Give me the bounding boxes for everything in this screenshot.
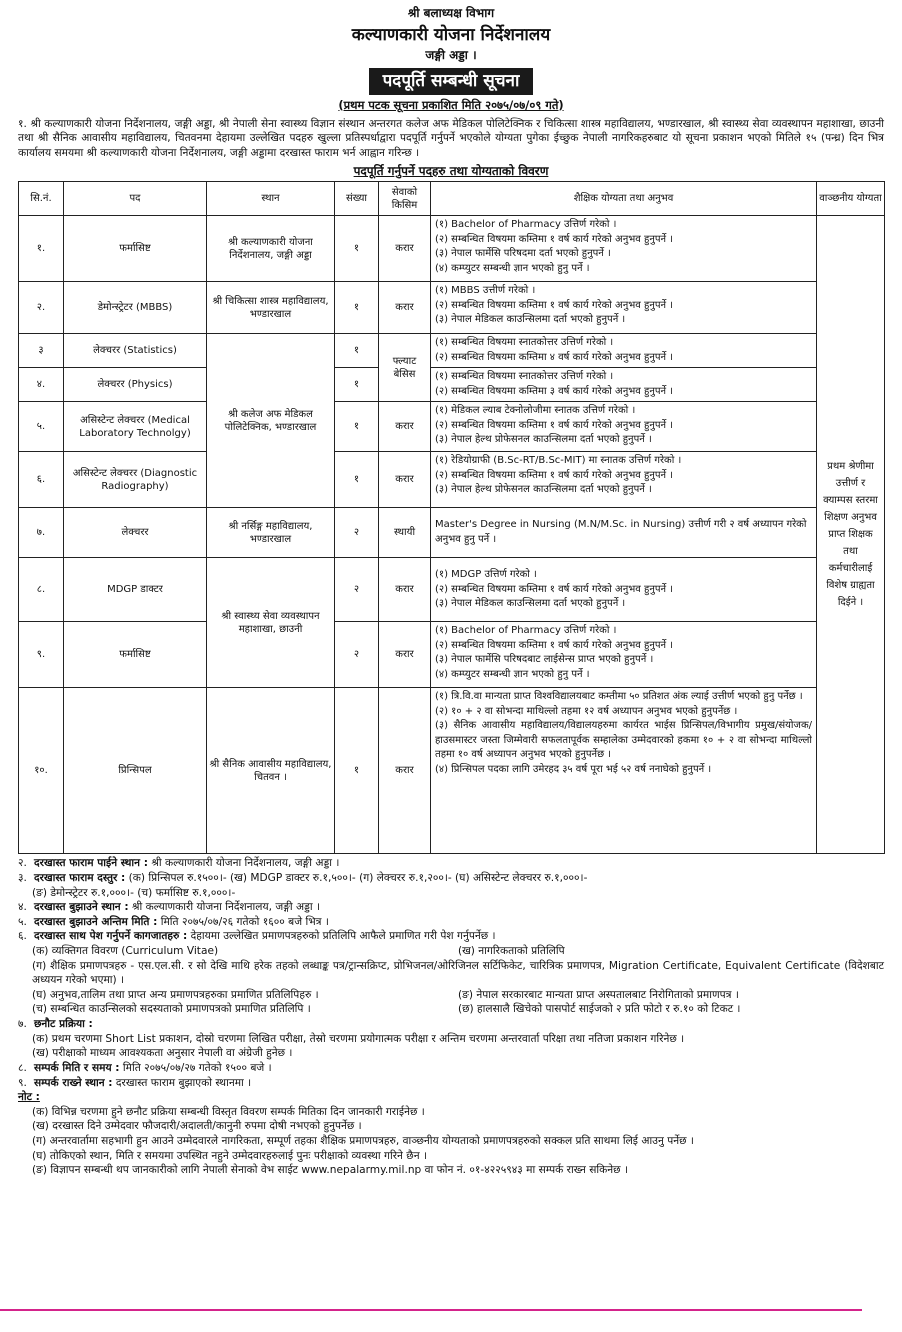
section-label: दरखास्त बुझाउने अन्तिम मिति : xyxy=(34,915,158,928)
section-number: ८. xyxy=(18,1061,27,1074)
cell-sn: ६. xyxy=(19,452,64,508)
qual-line: (४) कम्प्युटर सम्बन्धी ज्ञान भएको हुनु पर्ने । xyxy=(435,668,590,680)
qual-line: (२) सम्बन्धित विषयमा कम्तिमा १ वर्ष कार्य गरेको अनुभव हुनुपर्ने । xyxy=(435,469,674,481)
doc-item: (च) सम्बन्धित काउन्सिलको सदस्यताको प्रमाणपत्रको प्रमाणित प्रतिलिपि । xyxy=(32,1003,311,1016)
qual-line: (१) सम्बन्धित विषयमा स्नातकोत्तर उत्तिर्ण गरेको । xyxy=(435,371,614,383)
notice-title: पदपूर्ति सम्बन्धी सूचना xyxy=(369,68,534,94)
cell-type: स्थायी xyxy=(379,508,431,558)
section-8 xyxy=(18,1061,884,1076)
qual-line: (३) नेपाल हेल्थ प्रोफेसनल काउन्सिलमा दर्ता भएको हुनुपर्ने । xyxy=(435,434,652,446)
selection-item: (क) प्रथम चरणमा Short List प्रकाशन, दोस्रो चरणमा लिखित परीक्षा, तेस्रो चरणमा प्रयोगात्मक परीक्षा र अन्तिम चरणमा अन्तरवार्ता परिक्षा तथा नतिजा प्रकाशन गरिनेछ । xyxy=(32,1032,685,1045)
publish-date-line: (प्रथम पटक सूचना प्रकाशित मिति २०७५/०७/०९ गते) xyxy=(338,97,564,112)
section-number: ४. xyxy=(18,901,27,914)
section-number: ३. xyxy=(18,871,27,884)
cell-sn: १०. xyxy=(19,688,64,854)
cell-qual xyxy=(431,452,817,508)
qual-line: (१) Bachelor of Pharmacy उत्तिर्ण गरेको । xyxy=(435,625,617,637)
table-row xyxy=(19,622,885,688)
location-name: जङ्गी अड्डा । xyxy=(425,48,477,63)
cell-place-merged: श्री स्वास्थ्य सेवा व्यवस्थापन महाशाखा, छाउनी xyxy=(207,558,335,688)
section-label: सम्पर्क मिति र समय : xyxy=(34,1061,120,1074)
section-text: देहायमा उल्लेखित प्रमाणपत्रहरुको प्रतिलिपि आफैले प्रमाणित गरी पेश गर्नुपर्नेछ । xyxy=(190,930,496,943)
col-post: पद xyxy=(64,182,207,216)
cell-type: करार xyxy=(379,452,431,508)
section-7 xyxy=(18,1017,884,1032)
section-4 xyxy=(18,900,884,915)
cell-qual xyxy=(431,216,817,282)
notice-page xyxy=(18,6,884,1178)
doc-item: (छ) हालसालै खिचेको पासपोर्ट साईजको २ प्रति फोटो र रु.१० को टिकट । xyxy=(458,1003,741,1016)
cell-sn: ९. xyxy=(19,622,64,688)
col-qual: शैक्षिक योग्यता तथा अनुभव xyxy=(431,182,817,216)
col-pref: वाञ्छनीय योग्यता xyxy=(817,182,885,216)
qual-line: (१) सम्बन्धित विषयमा स्नातकोत्तर उत्तिर्ण गरेको । xyxy=(435,337,614,349)
cell-place-merged: श्री कलेज अफ मेडिकल पोलिटेक्निक, भण्डारखाल xyxy=(207,334,335,508)
note-item: (ग) अन्तरवार्तामा सहभागी हुन आउने उम्मेदवारले नागरिकता, सम्पूर्ण तहका शैक्षिक प्रमाणपत्रहरु, वाञ्छनीय योग्यताको प्रमाणपत्रहरुको सक्कल प्रति साथमा लिई आउनु पर्नेछ । xyxy=(32,1134,694,1147)
table-row xyxy=(19,282,885,334)
cell-qual xyxy=(431,558,817,622)
section-3-line-2: (ङ) डेमोन्स्ट्रेटर रु.१,०००।- (च) फर्मासिष्ट रु.१,०००।- xyxy=(32,886,236,899)
cell-count: २ xyxy=(335,508,379,558)
section-number: ९. xyxy=(18,1076,27,1089)
table-row xyxy=(19,334,885,368)
table-row xyxy=(19,558,885,622)
cell-qual xyxy=(431,402,817,452)
section-text: दरखास्त फाराम बुझाएको स्थानमा । xyxy=(115,1076,252,1089)
cell-qual xyxy=(431,688,817,854)
qual-line: (४) प्रिन्सिपल पदका लागि उमेरहद ३५ वर्ष पूरा भई ५२ वर्ष ननाघेको हुनुपर्ने । xyxy=(435,763,712,775)
table-row xyxy=(19,402,885,452)
cell-post: डेमोन्स्ट्रेटर (MBBS) xyxy=(64,282,207,334)
qual-line: (१) त्रि.वि.वा मान्यता प्राप्त विश्वविद्यालयबाट कम्तीमा ५० प्रतिशत अंक ल्याई उत्तीर्ण भएको हुनु पर्नेछ । xyxy=(435,691,803,703)
section-number: २. xyxy=(18,857,27,870)
section-label: सम्पर्क राख्ने स्थान : xyxy=(34,1076,113,1089)
section-3 xyxy=(18,871,884,886)
cell-preference: प्रथम श्रेणीमा उत्तीर्ण र क्याम्पस स्तरमा शिक्षण अनुभव प्राप्त शिक्षक तथा कर्मचारीलाई विशेष ग्राह्यता दिईने । xyxy=(817,216,885,854)
cell-qual xyxy=(431,334,817,368)
table-row xyxy=(19,368,885,402)
cell-post: असिस्टेन्ट लेक्चरर (Diagnostic Radiography) xyxy=(64,452,207,508)
header xyxy=(18,6,884,64)
note-item: (क) विभिन्न चरणमा हुने छनौट प्रक्रिया सम्बन्धी विस्तृत विवरण सम्पर्क मितिका दिन जानकारी गराईनेछ । xyxy=(32,1105,425,1118)
qual-line: (१) MBBS उत्तीर्ण गरेको । xyxy=(435,285,536,297)
qual-line: (३) नेपाल हेल्थ प्रोफेसनल काउन्सिलमा दर्ता भएको हुनुपर्ने । xyxy=(435,484,652,496)
cell-type: करार xyxy=(379,402,431,452)
section-text: श्री कल्याणकारी योजना निर्देशनालय, जङ्गी अड्डा । xyxy=(151,857,340,870)
cell-qual xyxy=(431,368,817,402)
footer-rule xyxy=(0,1309,862,1311)
details-sections xyxy=(18,856,884,1177)
cell-count: १ xyxy=(335,334,379,368)
section-5 xyxy=(18,915,884,930)
qual-line: (१) मेडिकल ल्याब टेक्नोलोजीमा स्नातक उत्तिर्ण गरेको । xyxy=(435,405,636,417)
qual-line: (१) रेडियोग्राफी (B.Sc-RT/B.Sc-MIT) मा स्नातक उत्तिर्ण गरेको । xyxy=(435,455,682,467)
section-label: दरखास्त साथ पेश गर्नुपर्ने कागजातहरु : xyxy=(34,930,188,943)
col-sn: सि.नं. xyxy=(19,182,64,216)
section-text: मिति २०७५/०७/२७ गतेको १५०० बजे । xyxy=(122,1061,272,1074)
qual-line: (४) कम्प्युटर सम्बन्धी ज्ञान भएको हुनु पर्ने । xyxy=(435,262,590,274)
qual-line: (३) नेपाल मेडिकल काउन्सिलमा दर्ता भएको हुनुपर्ने । xyxy=(435,598,626,610)
qual-line: (२) सम्बन्धित विषयमा कम्तिमा १ वर्ष कार्य गरेको अनुभव हुनुपर्ने । xyxy=(435,639,674,651)
cell-post: असिस्टेन्ट लेक्चरर (Medical Laboratory Technolgy) xyxy=(64,402,207,452)
cell-count: २ xyxy=(335,622,379,688)
cell-sn: ४. xyxy=(19,368,64,402)
section-label: दरखास्त बुझाउने स्थान : xyxy=(34,901,129,914)
intro-paragraph: १. श्री कल्याणकारी योजना निर्देशनालय, जङ्गी अड्डा, श्री नेपाली सेना स्वास्थ्य विज्ञान संस्थान अन्तरगत कलेज अफ मेडिकल पोलिटेक्निक र चिकित्सा शास्त्र महाविद्यालय, भण्डारखाल, श्री स्वास्थ्य सेवा व्यवस्थापन महाशाखा, छाउनी तथा श्री सैनिक आवासीय महाविद्यालय, चितवनमा देहायमा उल्लेखित पदहरु खुल्ला प्रतिस्पर्धाद्वारा पदपूर्ति गर्नुपर्ने भएकोले योग्यता पुगेका ईच्छुक नेपाली नागरिकहरुबाट यो सूचना प्रकाशन भएको मितिले १५ (पन्ध्र) दिन भित्र कार्यालय समयमा श्री कल्याणकारी योजना निर्देशनालय, जङ्गी अड्डामा दरखास्त फाराम भर्न आह्वान गरिन्छ । xyxy=(18,117,884,159)
cell-type: करार xyxy=(379,216,431,282)
note-heading xyxy=(18,1090,884,1105)
note-item: (घ) तोकिएको स्थान, मिति र समयमा उपस्थित नहुने उम्मेदवारहरुलाई पुनः परीक्षाको व्यवस्था गरिने छैन । xyxy=(32,1149,427,1162)
qual-line: (३) सैनिक आवासीय महाविद्यालय/विद्यालयहरुमा कार्यरत भाईस प्रिन्सिपल/विभागीय प्रमुख/संयोजक/हाउसमास्टर जस्ता जिम्मेवारी सफलतापूर्वक सम्हालेका उम्मेदवारको हकमा १० + २ वा सोभन्दा माथिल्लो तहमा १० वर्ष अध्यापन अनुभव भएको हुनुपर्नेछ । xyxy=(435,720,812,761)
section-6 xyxy=(18,929,884,944)
section-label: छनौट प्रक्रिया : xyxy=(34,1018,93,1031)
cell-count: १ xyxy=(335,688,379,854)
qual-line: (२) सम्बन्धित विषयमा कम्तिमा ३ वर्ष कार्य गरेको अनुभव हुनुपर्ने । xyxy=(435,385,674,397)
qual-line: (३) नेपाल फार्मेसि परिषदबाट लाईसेन्स प्राप्त भएको हुनुपर्ने । xyxy=(435,654,654,666)
qual-line: (२) सम्बन्धित विषयमा कम्तिमा १ वर्ष कार्य गरेको अनुभव हुनुपर्ने । xyxy=(435,583,674,595)
section-number: ५. xyxy=(18,915,27,928)
section-number: ७. xyxy=(18,1018,27,1031)
col-count: संख्या xyxy=(335,182,379,216)
cell-post: लेक्चरर (Statistics) xyxy=(64,334,207,368)
cell-place: श्री कल्याणकारी योजना निर्देशनालय, जङ्गी अड्डा xyxy=(207,216,335,282)
doc-item: (ख) नागरिकताको प्रतिलिपि xyxy=(458,945,565,958)
cell-count: १ xyxy=(335,216,379,282)
table-row xyxy=(19,452,885,508)
qual-line: (१) Bachelor of Pharmacy उत्तिर्ण गरेको । xyxy=(435,219,617,231)
doc-item: (ङ) नेपाल सरकारबाट मान्यता प्राप्त अस्पतालबाट निरोगिताको प्रमाणपत्र । xyxy=(458,988,739,1001)
qual-line: (२) सम्बन्धित विषयमा कम्तिमा १ वर्ष कार्य गरेको अनुभव हुनुपर्ने । xyxy=(435,299,674,311)
dept-name: श्री बलाध्यक्ष विभाग xyxy=(407,6,495,20)
section-9 xyxy=(18,1076,884,1091)
cell-type: करार xyxy=(379,688,431,854)
cell-count: २ xyxy=(335,558,379,622)
cell-post: प्रिन्सिपल xyxy=(64,688,207,854)
qual-line: (१) MDGP उत्तिर्ण गरेको । xyxy=(435,569,537,581)
doc-item: (घ) अनुभव,तालिम तथा प्राप्त अन्य प्रमाणपत्रहरुका प्रमाणित प्रतिलिपिहरु । xyxy=(32,988,319,1001)
qual-line: (२) सम्बन्धित विषयमा कम्तिमा १ वर्ष कार्य गरेको अनुभव हुनुपर्ने । xyxy=(435,419,674,431)
cell-type: करार xyxy=(379,282,431,334)
table-title: पदपूर्ति गर्नुपर्ने पदहरु तथा योग्यताको विवरण xyxy=(353,163,549,178)
qual-line: (३) नेपाल फार्मेसि परिषदमा दर्ता भएको हुनुपर्ने । xyxy=(435,248,611,260)
cell-count: १ xyxy=(335,368,379,402)
cell-place: श्री सैनिक आवासीय महाविद्यालय, चितवन । xyxy=(207,688,335,854)
table-row xyxy=(19,688,885,854)
qual-line: Master's Degree in Nursing (M.N/M.Sc. in Nursing) उत्तीर्ण गरी २ वर्ष अध्यापन गरेको अनुभव हुनु पर्ने । xyxy=(435,519,807,545)
table-row xyxy=(19,216,885,282)
table-row xyxy=(19,508,885,558)
cell-sn: ७. xyxy=(19,508,64,558)
cell-count: १ xyxy=(335,282,379,334)
cell-place: श्री चिकित्सा शास्त्र महाविद्यालय, भण्डारखाल xyxy=(207,282,335,334)
section-text: श्री कल्याणकारी योजना निर्देशनालय, जङ्गी अड्डा । xyxy=(132,901,320,914)
cell-qual xyxy=(431,508,817,558)
qual-line: (३) नेपाल मेडिकल काउन्सिलमा दर्ता भएको हुनुपर्ने । xyxy=(435,314,626,326)
col-type: सेवाको किसिम xyxy=(379,182,431,216)
note-item: (ख) दरखास्त दिने उम्मेदवार फौजदारी/अदालती/कानुनी रुपमा दोषी नभएको हुनुपर्नेछ । xyxy=(32,1120,362,1133)
section-number: ६. xyxy=(18,930,27,943)
cell-qual xyxy=(431,622,817,688)
vacancy-table xyxy=(18,181,885,854)
col-place: स्थान xyxy=(207,182,335,216)
note-label: नोट : xyxy=(18,1091,40,1104)
cell-post: फर्मासिष्ट xyxy=(64,622,207,688)
doc-item: (क) व्यक्तिगत विवरण (Curriculum Vitae) xyxy=(32,945,219,958)
cell-sn: १. xyxy=(19,216,64,282)
cell-count: १ xyxy=(335,402,379,452)
cell-sn: २. xyxy=(19,282,64,334)
section-text: मिति २०७५/०७/२६ गतेको १६०० बजे भित्र । xyxy=(160,915,329,928)
section-6-items-fg xyxy=(18,1002,884,1017)
note-item: (ङ) विज्ञापन सम्बन्धी थप जानकारीको लागि नेपाली सेनाको वेभ साईट www.nepalarmy.mil.np वा फोन नं. ०१-४२२५९४३ मा सम्पर्क राख्न सकिनेछ । xyxy=(32,1164,628,1177)
cell-post: लेक्चरर xyxy=(64,508,207,558)
cell-post: फर्मासिष्ट xyxy=(64,216,207,282)
cell-post: MDGP डाक्टर xyxy=(64,558,207,622)
section-6-items-de xyxy=(18,988,884,1003)
doc-item: (ग) शैक्षिक प्रमाणपत्रहरु - एस.एल.सी. र सो देखि माथि हरेक तहको लब्धाङ्क पत्र/ट्रान्सक्रिप्ट, प्रोभिजनल/ओरिजिनल सर्टिफिकेट, चारित्रिक प्रमाणपत्र, Migration Certificate, Equivalent Certificate (विदेशबाट अध्ययन गरेको भएमा) । xyxy=(32,959,884,987)
cell-type: करार xyxy=(379,558,431,622)
section-label: दरखास्त फाराम दस्तुर : xyxy=(34,871,126,884)
cell-qual xyxy=(431,282,817,334)
qual-line: (२) सम्बन्धित विषयमा कम्तिमा ४ वर्ष कार्य गरेको अनुभव हुनुपर्ने । xyxy=(435,351,674,363)
section-label: दरखास्त फाराम पाईने स्थान : xyxy=(34,857,148,870)
cell-place: श्री नर्सिङ्ग महाविद्यालय, भण्डारखाल xyxy=(207,508,335,558)
section-2 xyxy=(18,856,884,871)
cell-sn: ८. xyxy=(19,558,64,622)
section-6-items-ab xyxy=(18,944,884,959)
cell-sn: ३ xyxy=(19,334,64,368)
cell-type: करार xyxy=(379,622,431,688)
qual-line: (२) १० + २ वा सोभन्दा माथिल्लो तहमा १२ वर्ष अध्यापन अनुभव भएको हुनुपर्नेछ । xyxy=(435,705,738,717)
table-header-row xyxy=(19,182,885,216)
cell-type-merged: फ्ल्याट बेसिस xyxy=(379,334,431,402)
cell-sn: ५. xyxy=(19,402,64,452)
section-text: (क) प्रिन्सिपल रु.१५००।- (ख) MDGP डाक्टर रु.१,५००।- (ग) लेक्चरर रु.१,२००।- (घ) असिस्टेन्ट लेक्चरर रु.१,०००।- xyxy=(128,871,588,884)
cell-post: लेक्चरर (Physics) xyxy=(64,368,207,402)
selection-item: (ख) परीक्षाको माध्यम आवश्यकता अनुसार नेपाली वा अंग्रेजी हुनेछ । xyxy=(32,1047,293,1060)
cell-count: १ xyxy=(335,452,379,508)
directorate-name: कल्याणकारी योजना निर्देशनालय xyxy=(351,24,551,45)
qual-line: (२) सम्बन्धित विषयमा कम्तिमा १ वर्ष कार्य गरेको अनुभव हुनुपर्ने । xyxy=(435,233,674,245)
